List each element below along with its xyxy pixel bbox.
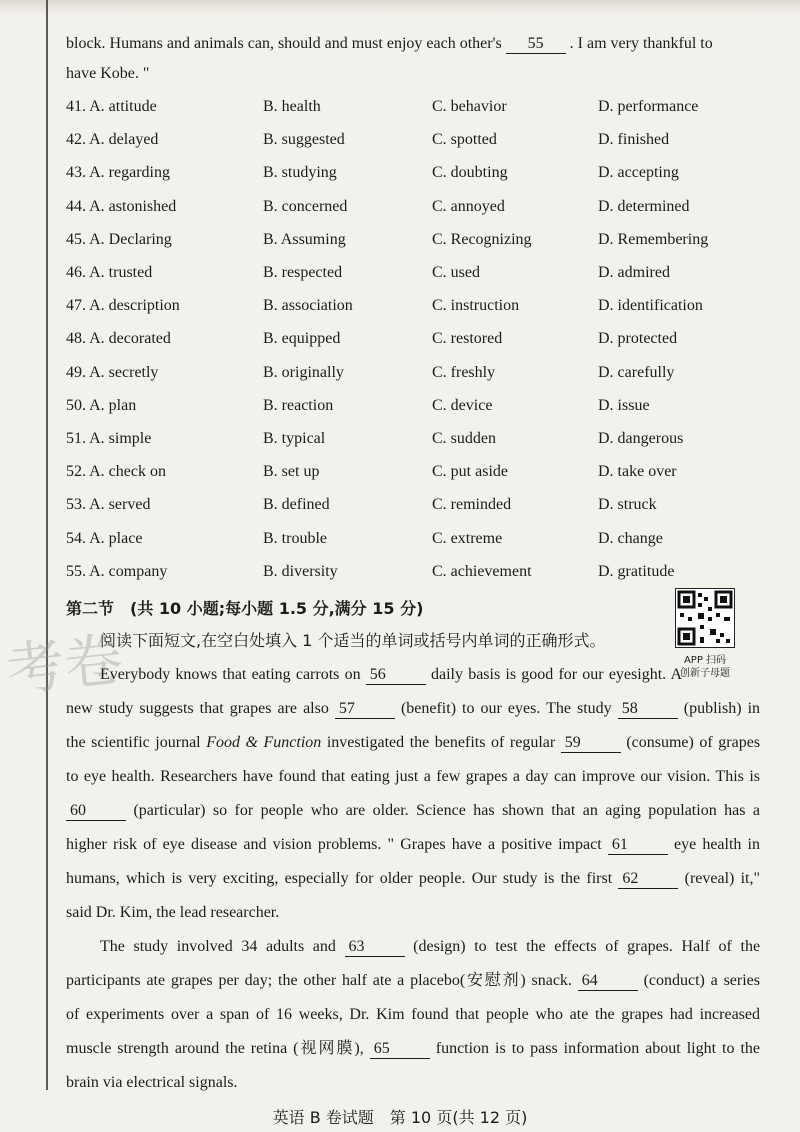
question-row (66, 530, 766, 552)
blank-55: 55 (506, 35, 566, 54)
option-a-label: A. served (89, 496, 151, 514)
watermark: 考卷 (3, 625, 126, 705)
passage-line: humans, which is very exciting, especially for older people. Our study is the first 62 (reveal) it," (66, 870, 761, 887)
option-d[interactable]: D. performance (598, 98, 699, 115)
question-row (66, 264, 766, 286)
option-b[interactable]: B. respected (263, 264, 343, 281)
option-d[interactable]: D. admired (598, 264, 670, 281)
question-number: 47. (66, 297, 86, 315)
question-row (66, 496, 766, 518)
option-d[interactable]: D. struck (598, 496, 657, 514)
passage-line: higher risk of eye disease and vision problems. " Grapes have a positive impact 61 eye health in (66, 836, 761, 853)
option-a[interactable] (66, 563, 167, 581)
option-d[interactable]: D. identification (598, 297, 703, 315)
section-heading: 第二节 (共 10 小题;每小题 1.5 分,满分 15 分) (66, 599, 424, 618)
page-footer: 英语 B 卷试题 第 10 页(共 12 页) (272, 1108, 528, 1127)
question-row (66, 463, 766, 485)
question-row (66, 131, 766, 153)
question-row (66, 164, 766, 186)
option-c[interactable]: C. instruction (432, 297, 520, 315)
option-a-label: A. description (89, 297, 180, 315)
prev-passage-line-2: have Kobe. " (66, 65, 150, 82)
passage-line: brain via electrical signals. (66, 1074, 238, 1091)
option-a[interactable] (66, 297, 180, 315)
option-a[interactable] (66, 430, 151, 448)
option-a[interactable] (66, 164, 170, 182)
option-b[interactable]: B. trouble (263, 529, 327, 547)
option-b[interactable]: B. diversity (263, 562, 338, 580)
passage-line: new study suggests that grapes are also 57 (benefit) to our eyes. The study 58 (publish) in (66, 700, 761, 717)
passage-line: the scientific journal Food & Function investigated the benefits of regular 59 (consume) of grapes (66, 734, 761, 751)
option-d[interactable]: D. determined (598, 197, 690, 215)
option-b[interactable]: B. equipped (263, 330, 341, 348)
option-a-label: A. delayed (89, 131, 159, 149)
option-a-label: A. trusted (89, 264, 153, 281)
question-number: 54. (66, 529, 86, 547)
option-d[interactable]: D. carefully (598, 363, 675, 381)
option-b[interactable]: B. concerned (263, 197, 348, 215)
question-row (66, 364, 766, 386)
option-d[interactable]: D. issue (598, 396, 650, 414)
option-a-label: A. plan (89, 396, 137, 414)
option-a-label: A. Declaring (89, 230, 172, 248)
option-c[interactable]: C. behavior (432, 98, 507, 115)
qr-caption: APP 扫码 创新子母题 (680, 655, 730, 679)
option-a-label: A. astonished (89, 197, 177, 215)
question-number: 49. (66, 363, 86, 381)
option-a[interactable] (66, 530, 142, 548)
option-a-label: A. decorated (89, 330, 171, 348)
blank-62: 62 (618, 870, 678, 889)
passage-line: of experiments over a span of 16 weeks, Dr. Kim found that people who ate the grapes had increased (66, 1006, 760, 1023)
question-number: 46. (66, 264, 86, 281)
question-row (66, 397, 766, 419)
option-a-label: A. company (89, 562, 168, 580)
passage-line: muscle strength around the retina (视网膜), 65 function is to pass information about light to the (66, 1040, 760, 1057)
option-a[interactable] (66, 231, 172, 249)
option-a-label: A. place (89, 529, 143, 547)
option-a[interactable] (66, 98, 157, 116)
option-a-label: A. regarding (89, 164, 170, 182)
blank-57: 57 (335, 700, 395, 719)
question-number: 43. (66, 164, 86, 182)
question-row (66, 98, 766, 120)
question-number: 41. (66, 98, 86, 115)
option-a[interactable] (66, 397, 136, 415)
blank-56: 56 (366, 666, 426, 685)
passage-line: to eye health. Researchers have found that eating just a few grapes a day can improve our vision. This is (66, 768, 760, 785)
option-b[interactable]: B. reaction (263, 396, 334, 414)
qr-code[interactable] (675, 588, 735, 648)
option-a[interactable] (66, 131, 158, 149)
option-b[interactable]: B. originally (263, 363, 344, 381)
question-number: 53. (66, 496, 86, 514)
passage-line: participants ate grapes per day; the other half ate a placebo(安慰剂) snack. 64 (conduct) a series (66, 972, 761, 989)
option-c[interactable]: C. restored (432, 330, 503, 348)
blank-58: 58 (618, 700, 678, 719)
option-a-label: A. check on (89, 463, 166, 481)
question-number: 52. (66, 463, 86, 481)
option-c[interactable]: C. annoyed (432, 197, 505, 215)
option-a-label: A. simple (89, 430, 152, 447)
option-c[interactable]: C. device (432, 396, 493, 414)
option-b[interactable]: B. association (263, 297, 353, 315)
blank-61: 61 (608, 836, 668, 855)
option-a[interactable] (66, 364, 158, 382)
option-a[interactable] (66, 264, 152, 282)
passage-line: 60 (particular) so for people who are older. Science has shown that an aging population has a (66, 794, 760, 828)
question-number: 42. (66, 131, 86, 149)
prev-passage-line-1: block. Humans and animals can, should and must enjoy each other's 55 . I am very thankful to (66, 35, 713, 52)
passage-line: The study involved 34 adults and 63 (design) to test the effects of grapes. Half of the (100, 938, 761, 955)
question-row (66, 231, 766, 253)
option-b[interactable]: B. Assuming (263, 230, 346, 248)
question-row (66, 330, 766, 352)
blank-59: 59 (561, 734, 621, 753)
scan-edge (0, 0, 800, 14)
option-c[interactable]: C. doubting (432, 164, 508, 182)
option-d[interactable]: D. take over (598, 463, 677, 481)
option-a[interactable] (66, 198, 176, 216)
blank-64: 64 (578, 972, 638, 991)
option-c[interactable]: C. reminded (432, 496, 512, 514)
option-c[interactable]: C. Recognizing (432, 230, 532, 248)
passage-line: Everybody knows that eating carrots on 56 daily basis is good for our eyesight. A (100, 666, 683, 683)
option-a[interactable] (66, 496, 150, 514)
option-d[interactable]: D. dangerous (598, 430, 684, 447)
option-a[interactable] (66, 330, 171, 348)
option-a-label: A. secretly (89, 363, 159, 381)
option-a[interactable] (66, 463, 166, 481)
option-d[interactable]: D. finished (598, 131, 670, 149)
question-row (66, 430, 766, 452)
option-b[interactable]: B. typical (263, 430, 326, 447)
question-number: 45. (66, 230, 86, 248)
blank-63: 63 (345, 938, 405, 957)
option-b[interactable]: B. studying (263, 164, 337, 182)
option-c[interactable]: C. spotted (432, 131, 497, 149)
margin-line (46, 0, 48, 1090)
option-a-label: A. attitude (89, 98, 157, 115)
option-b[interactable]: B. health (263, 98, 321, 115)
option-c[interactable]: C. extreme (432, 529, 503, 547)
option-c[interactable]: C. put aside (432, 463, 508, 481)
question-row (66, 297, 766, 319)
option-d[interactable]: D. gratitude (598, 562, 675, 580)
section-instruction: 阅读下面短文,在空白处填入 1 个适当的单词或括号内单词的正确形式。 (100, 631, 606, 650)
option-c[interactable]: C. achievement (432, 562, 532, 580)
passage-line: said Dr. Kim, the lead researcher. (66, 904, 280, 921)
blank-65: 65 (370, 1040, 430, 1059)
option-b[interactable]: B. suggested (263, 131, 345, 149)
option-b[interactable]: B. set up (263, 463, 320, 481)
question-row (66, 198, 766, 220)
option-c[interactable]: C. sudden (432, 430, 496, 447)
option-d[interactable]: D. change (598, 529, 663, 547)
option-d[interactable]: D. accepting (598, 164, 679, 182)
question-number: 48. (66, 330, 86, 348)
blank-60: 60 (66, 802, 126, 821)
question-row (66, 563, 766, 585)
option-b[interactable]: B. defined (263, 496, 330, 514)
option-d[interactable]: D. protected (598, 330, 678, 348)
qr-code-icon (676, 589, 734, 647)
passage (66, 658, 760, 1100)
option-c[interactable]: C. freshly (432, 363, 496, 381)
option-c[interactable]: C. used (432, 264, 480, 281)
question-number: 50. (66, 396, 86, 414)
question-number: 55. (66, 562, 86, 580)
question-number: 51. (66, 430, 86, 447)
question-number: 44. (66, 197, 86, 215)
option-d[interactable]: D. Remembering (598, 230, 709, 248)
